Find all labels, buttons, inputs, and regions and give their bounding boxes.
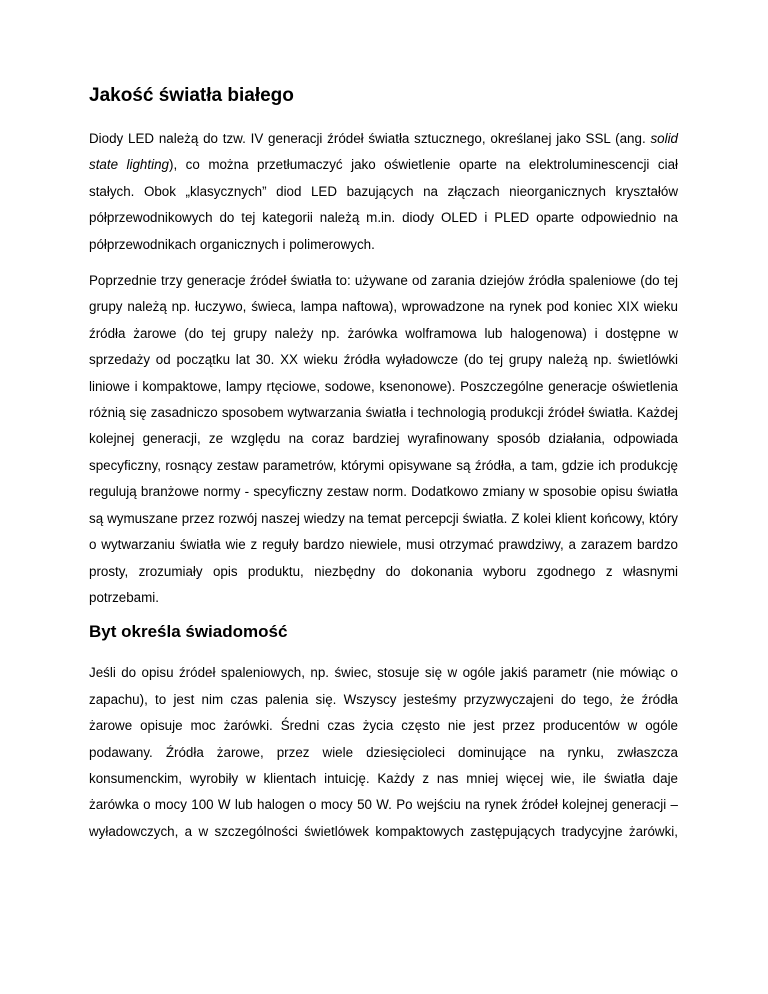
paragraph-text: Diody LED należą do tzw. IV generacji źródeł światła sztucznego, określanej jako SSL (ang. <box>89 131 651 146</box>
italic-term: solid state lighting <box>89 131 678 173</box>
paragraph-led-generation <box>89 126 678 258</box>
paragraph-text: ), co można przetłumaczyć jako oświetlenie oparte na elektroluminescencji ciał stałych. Obok „klasycznych” diod LED bazujących na złączach nieorganicznych kryształów półprzewodnikowych do tej kategorii należą m.in. diody OLED i PLED oparte odpowiednio na półprzewodnikach organicznych i polimerowych. <box>89 157 678 252</box>
document-body <box>89 84 678 845</box>
paragraph-previous-generations: Poprzednie trzy generacje źródeł światła to: używane od zarania dziejów źródła spaleniowe (do tej grupy należą np. łuczywo, świeca, lampa naftowa), wprowadzone na rynek pod koniec XIX wieku źródła żarowe (do tej grupy należy np. żarówka wolframowa lub halogenowa) i dostępne w sprzedaży od początku lat 30. XX wieku źródła wyładowcze (do tej grupy należą np. świetlówki liniowe i kompaktowe, lampy rtęciowe, sodowe, ksenonowe). Poszczególne generacje oświetlenia różnią się zasadniczo sposobem wytwarzania światła i technologią produkcji źródeł światła. Każdej kolejnej generacji, ze względu na coraz bardziej wyrafinowany sposób działania, odpowiada specyficzny, rosnący zestaw parametrów, którymi opisywane są źródła, a tam, gdzie ich produkcję regulują branżowe normy - specyficzny zestaw norm. Dodatkowo zmiany w sposobie opisu światła są wymuszane przez rozwój naszej wiedzy na temat percepcji światła. Z kolei klient końcowy, który o wytwarzaniu światła wie z reguły bardzo niewiele, musi otrzymać prawdziwy, a zarazem bardzo prosty, zrozumiały opis produktu, niezbędny do dokonania wyboru zgodnego z własnymi potrzebami. <box>89 273 678 605</box>
section-heading-white-light-quality: Jakość światła białego <box>89 85 294 106</box>
section-heading-being-determines-consciousness: Byt określa świadomość <box>89 622 288 642</box>
paragraph-combustion-sources: Jeśli do opisu źródeł spaleniowych, np. świec, stosuje się w ogóle jakiś parametr (nie mówiąc o zapachu), to jest nim czas palenia się. Wszyscy jesteśmy przyzwyczajeni do tego, że źródła żarowe opisuje moc żarówki. Średni czas życia często nie jest przez producentów w ogóle podawany. Źródła żarowe, przez wiele dziesięcioleci dominujące na rynku, zwłaszcza konsumenckim, wyrobiły w klientach intuicję. Każdy z nas mniej więcej wie, ile światła daje żarówka o mocy 100 W lub halogen o mocy 50 W. Po wejściu na rynek źródeł kolejnej generacji – wyładowczych, a w szczególności świetlówek kompaktowych zastępujących tradycyjne żarówki, <box>89 665 678 839</box>
